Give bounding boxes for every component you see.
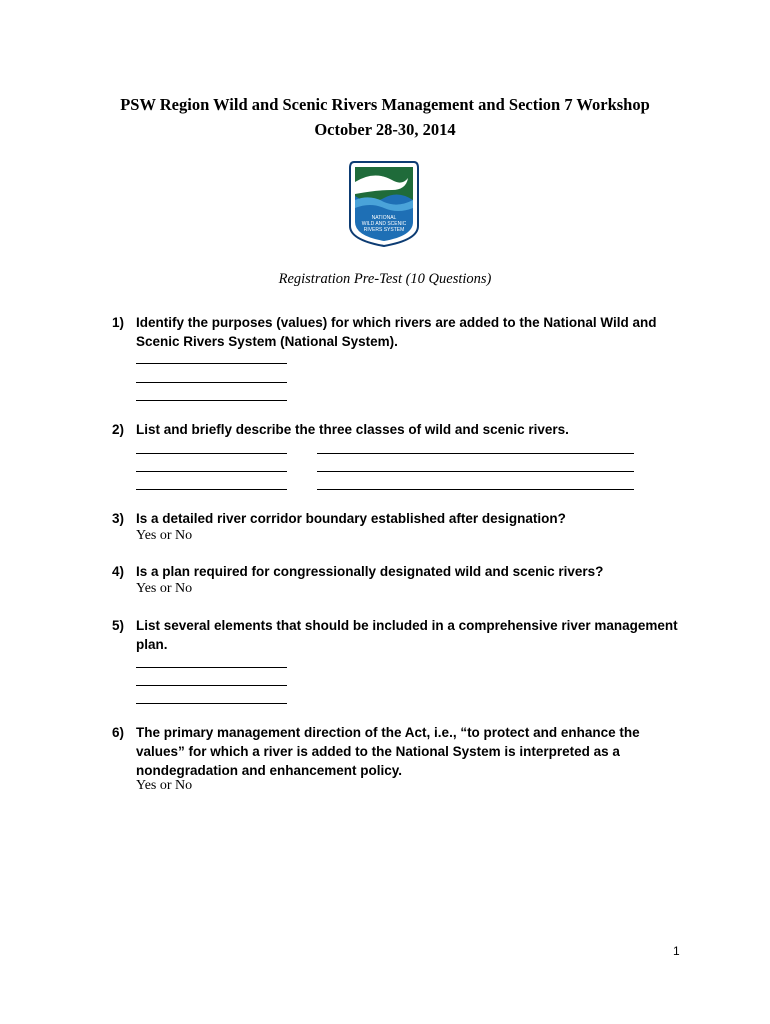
description-line[interactable] xyxy=(317,471,634,472)
logo-text-line3: RIVERS SYSTEM xyxy=(363,227,405,233)
yes-no-answer[interactable]: Yes or No xyxy=(136,581,193,596)
question-number: 1) xyxy=(112,315,125,330)
answer-line[interactable] xyxy=(136,363,287,364)
question-5 xyxy=(112,616,692,654)
yes-no-answer[interactable]: Yes or No xyxy=(136,778,193,793)
document-title: PSW Region Wild and Scenic Rivers Management and Section 7 Workshop xyxy=(120,95,650,114)
answer-line[interactable] xyxy=(136,382,287,383)
document-date: October 28-30, 2014 xyxy=(314,120,456,139)
question-text: Identify the purposes (values) for which rivers are added to the National Wild and Scenic Rivers System (National System). xyxy=(136,315,657,349)
answer-line[interactable] xyxy=(136,489,287,490)
question-number: 2) xyxy=(112,422,125,437)
question-number: 6) xyxy=(112,725,125,740)
question-text: The primary management direction of the Act, i.e., “to protect and enhance the values” for which a river is added to the National System is interpreted as a nondegradation and enhancement policy. xyxy=(136,725,640,778)
logo-text-line2: WILD AND SCENIC xyxy=(361,221,407,227)
answer-line[interactable] xyxy=(136,471,287,472)
question-number: 3) xyxy=(112,511,125,526)
question-text: List several elements that should be included in a comprehensive river management plan. xyxy=(136,618,678,652)
answer-line[interactable] xyxy=(136,685,287,686)
page-number: 1 xyxy=(673,944,680,958)
question-number: 5) xyxy=(112,618,125,633)
question-text: Is a detailed river corridor boundary established after designation? xyxy=(136,511,566,526)
question-1 xyxy=(112,313,692,351)
answer-line[interactable] xyxy=(136,703,287,704)
question-text: Is a plan required for congressionally designated wild and scenic rivers? xyxy=(136,564,604,579)
answer-line[interactable] xyxy=(136,400,287,401)
question-6 xyxy=(112,723,692,780)
yes-no-answer[interactable]: Yes or No xyxy=(136,528,193,543)
question-4 xyxy=(112,562,692,581)
question-3 xyxy=(112,509,692,528)
logo-text-line1: NATIONAL xyxy=(371,215,397,221)
pretest-subtitle: Registration Pre-Test (10 Questions) xyxy=(278,271,492,287)
question-2 xyxy=(112,420,692,439)
question-text: List and briefly describe the three classes of wild and scenic rivers. xyxy=(136,422,569,437)
answer-line[interactable] xyxy=(136,453,287,454)
description-line[interactable] xyxy=(317,489,634,490)
wild-scenic-rivers-logo xyxy=(348,160,420,248)
description-line[interactable] xyxy=(317,453,634,454)
question-number: 4) xyxy=(112,564,125,579)
answer-line[interactable] xyxy=(136,667,287,668)
